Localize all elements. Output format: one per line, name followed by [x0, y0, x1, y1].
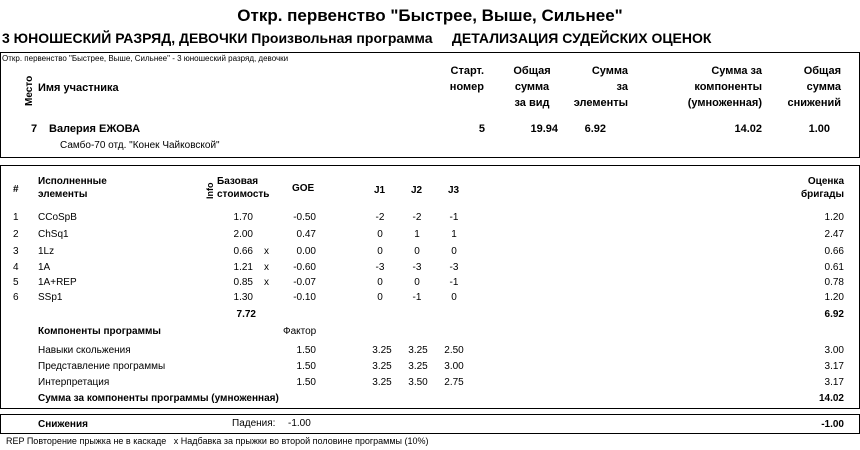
component-score: 3.17	[824, 377, 844, 388]
row-goe: 0.00	[296, 246, 316, 257]
component-name: Интерпретация	[38, 377, 110, 388]
component-score: 3.17	[824, 361, 844, 372]
table-row	[0, 277, 860, 291]
panel-header: Оценка бригады	[800, 176, 844, 200]
row-base: 0.66	[233, 246, 253, 257]
component-score: 3.00	[824, 345, 844, 356]
falls-value: -1.00	[288, 418, 311, 429]
place-value: 7	[31, 123, 38, 135]
row-j3: -1	[449, 212, 459, 223]
row-j3: 1	[451, 229, 457, 240]
factor-header: Фактор	[283, 326, 317, 337]
component-name: Представление программы	[38, 361, 166, 372]
info-header: Info	[205, 182, 215, 199]
row-element: 1A+REP	[38, 277, 77, 288]
row-base: 2.00	[233, 229, 253, 240]
row-goe: -0.60	[293, 262, 316, 273]
start-number: 5	[478, 123, 485, 135]
row-goe: -0.07	[293, 277, 316, 288]
row-num: 5	[13, 277, 19, 288]
component-j2: 3.25	[408, 345, 428, 356]
page-subtitle: 3 ЮНОШЕСКИЙ РАЗРЯД, ДЕВОЧКИ Произвольная программа ДЕТАЛИЗАЦИЯ СУДЕЙСКИХ ОЦЕНОК	[2, 30, 712, 46]
row-score: 0.61	[824, 262, 844, 273]
row-j1: 0	[377, 277, 383, 288]
row-goe: 0.47	[296, 229, 316, 240]
row-goe: -0.50	[293, 212, 316, 223]
component-j1: 3.25	[372, 345, 392, 356]
component-j3: 2.50	[444, 345, 464, 356]
row-score: 0.66	[824, 246, 844, 257]
j2-header: J2	[411, 185, 423, 196]
row-j1: 0	[377, 246, 383, 257]
component-factor: 1.50	[296, 377, 316, 388]
table-row	[0, 212, 860, 226]
j3-header: J3	[448, 185, 460, 196]
component-j2: 3.50	[408, 377, 428, 388]
component-j1: 3.25	[372, 361, 392, 372]
row-j2: -3	[412, 262, 422, 273]
footer-note: REP Повторение прыжка не в каскаде x Надбавка за прыжки во второй половине программы (10%)	[6, 436, 429, 446]
row-element: 1Lz	[38, 246, 55, 257]
component-row	[0, 345, 860, 359]
components-header: Сумма за компоненты (умноженная)	[687, 65, 762, 109]
components-score: 14.02	[734, 123, 762, 135]
deductions-label: Снижения	[38, 419, 88, 430]
row-j2: -2	[412, 212, 422, 223]
base-header: Базовая стоимость	[217, 176, 270, 200]
components-total: 14.02	[818, 393, 844, 404]
components-total-label: Сумма за компоненты программы (умноженная)	[38, 393, 279, 404]
component-j1: 3.25	[372, 377, 392, 388]
row-base: 1.30	[233, 292, 253, 303]
component-row	[0, 361, 860, 375]
total-header: Общая сумма за вид	[513, 65, 551, 109]
component-j2: 3.25	[408, 361, 428, 372]
deductions-header: Общая сумма снижений	[787, 65, 841, 109]
event-line: Откр. первенство "Быстрее, Выше, Сильнее" - 3 юношеский разряд, девочки	[2, 54, 289, 63]
row-base: 1.70	[233, 212, 253, 223]
row-j1: -3	[375, 262, 385, 273]
table-row	[0, 229, 860, 243]
row-element: ChSq1	[38, 229, 69, 240]
start-header: Старт. номер	[449, 65, 484, 93]
elements-header: Исполненные элементы	[38, 176, 107, 200]
j1-header: J1	[374, 185, 386, 196]
row-j2: -1	[412, 292, 422, 303]
component-j3: 3.00	[444, 361, 464, 372]
elements-score-total: 6.92	[824, 309, 844, 320]
total-score: 19.94	[530, 123, 558, 135]
skater-name: Валерия ЕЖОВА	[49, 123, 141, 135]
elements-score: 6.92	[584, 123, 606, 135]
row-j3: -1	[449, 277, 459, 288]
row-j2: 1	[414, 229, 420, 240]
row-j1: 0	[377, 292, 383, 303]
row-j3: -3	[449, 262, 459, 273]
table-row	[0, 246, 860, 260]
row-element: SSp1	[38, 292, 63, 303]
table-row	[0, 292, 860, 306]
elements-header: Сумма за элементы	[573, 65, 628, 109]
row-score: 2.47	[824, 229, 844, 240]
base-total: 7.72	[236, 309, 256, 320]
row-bonus: x	[264, 277, 269, 288]
row-j1: -2	[375, 212, 385, 223]
name-header: Имя участника	[38, 82, 119, 94]
row-bonus: x	[264, 246, 269, 257]
falls-label: Падения:	[232, 418, 276, 429]
component-j3: 2.75	[444, 377, 464, 388]
row-num: 1	[13, 212, 19, 223]
row-j2: 0	[414, 277, 420, 288]
row-j2: 0	[414, 246, 420, 257]
place-header: Место	[24, 75, 35, 106]
row-j3: 0	[451, 292, 457, 303]
component-factor: 1.50	[296, 345, 316, 356]
row-j1: 0	[377, 229, 383, 240]
row-score: 1.20	[824, 212, 844, 223]
page-title: Откр. первенство "Быстрее, Выше, Сильнее"	[237, 6, 623, 25]
skater-club: Самбо-70 отд. "Конек Чайковской"	[60, 140, 220, 151]
top-tick	[850, 0, 852, 5]
deductions-score: 1.00	[808, 123, 830, 135]
row-num: 2	[13, 229, 19, 240]
row-bonus: x	[264, 262, 269, 273]
goe-header: GOE	[292, 183, 315, 194]
component-row	[0, 377, 860, 391]
row-goe: -0.10	[293, 292, 316, 303]
row-element: CCoSpB	[38, 212, 77, 223]
row-element: 1A	[38, 262, 51, 273]
component-factor: 1.50	[296, 361, 316, 372]
row-base: 0.85	[233, 277, 253, 288]
row-num: 6	[13, 292, 19, 303]
row-base: 1.21	[233, 262, 253, 273]
row-score: 0.78	[824, 277, 844, 288]
num-header: #	[13, 184, 19, 195]
deductions-total: -1.00	[821, 419, 844, 430]
row-j3: 0	[451, 246, 457, 257]
row-num: 4	[13, 262, 19, 273]
component-name: Навыки скольжения	[38, 345, 131, 356]
components-title: Компоненты программы	[38, 326, 161, 337]
row-num: 3	[13, 246, 19, 257]
deductions-box	[0, 414, 860, 434]
table-row	[0, 262, 860, 276]
row-score: 1.20	[824, 292, 844, 303]
